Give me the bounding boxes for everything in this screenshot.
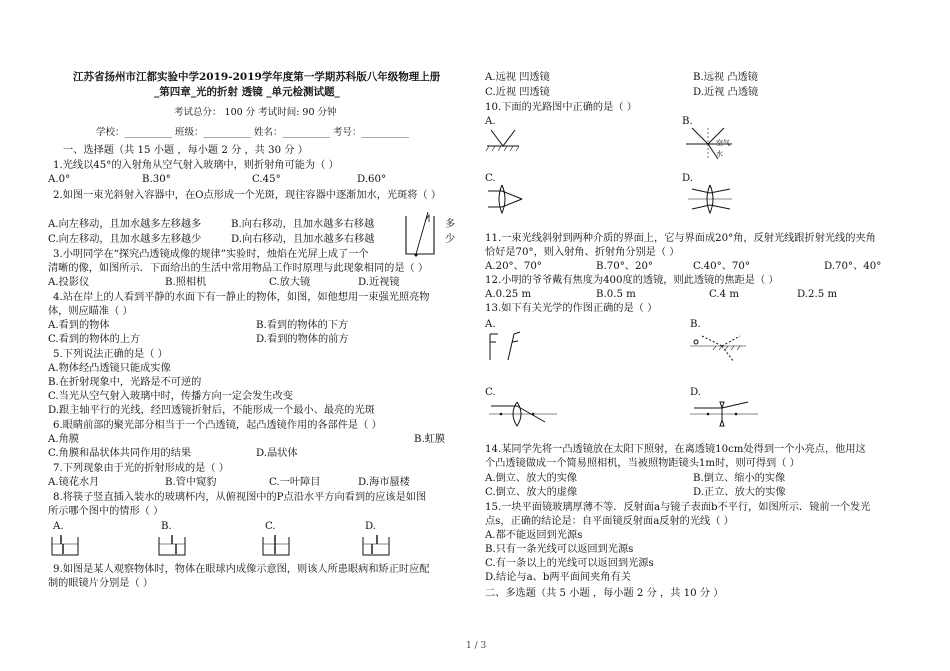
q11-option-b[interactable]: B.70°、20° <box>596 261 654 272</box>
q7-option-d[interactable]: D.海市蜃楼 <box>358 477 410 488</box>
q10-b-label-air: 空气 <box>716 139 730 147</box>
q4-option-d[interactable]: D.看到的物体的前方 <box>256 334 349 345</box>
q6-option-b[interactable]: B.虹膜 <box>414 434 446 445</box>
q14-option-c[interactable]: C.倒立、放大的虚像 <box>485 487 578 498</box>
q2-option-b-cont: 多 <box>445 219 456 230</box>
q12-option-a[interactable]: A.0.25 m <box>485 289 532 300</box>
q5-option-d[interactable]: D.跟主轴平行的光线，经凹透镜折射后，不能形成一个最小、最亮的光斑 <box>48 405 375 416</box>
q4-stem-cont: 体，则应瞄准（ ） <box>48 306 133 317</box>
q5-option-b[interactable]: B.在折射现象中，光路是不可逆的 <box>48 377 202 388</box>
q14-option-b[interactable]: B.倒立、缩小的实像 <box>693 473 786 484</box>
q2-option-b[interactable]: B.向右移动，且加水越多右移越 <box>231 219 375 230</box>
q7-option-a[interactable]: A.镜花水月 <box>48 477 100 488</box>
q14-stem-cont: 个凸透镜做成一个简易照相机，当被照物距镜头1m时，则可得到（ ） <box>485 458 800 469</box>
q3-option-c[interactable]: C.放大镜 <box>269 277 311 288</box>
q2-container-figure <box>401 210 439 258</box>
q10-stem: 10.下面的光路图中正确的是（ ） <box>485 102 637 113</box>
q11-option-d[interactable]: D.70°、40° <box>824 261 882 272</box>
student-fields: 学校：__________ 班级：__________ 姓名：__________ 考号：__________ <box>96 127 410 138</box>
q5-option-c[interactable]: C.当光从空气射入玻璃中时，传播方向一定会发生改变 <box>48 391 293 402</box>
q1-stem: 1.光线以45°的入射角从空气射入玻璃中，则折射角可能为（ ） <box>53 160 339 171</box>
q13-c-figure <box>487 400 559 428</box>
q6-stem: 6.眼睛前部的聚光部分相当于一个凸透镜，起凸透镜作用的各部件是（ ） <box>53 420 382 431</box>
page-number: 1 / 3 <box>466 641 487 651</box>
q13-option-a[interactable]: A. <box>485 319 496 330</box>
q9-stem: 9.如图是某人观察物体时，物体在眼球内成像示意图，则该人所患眼病和矫正时应配 <box>53 564 430 575</box>
q2-stem: 2.如图一束光斜射入容器中，在O点形成一个光斑，现往容器中逐渐加水，光斑将（ ） <box>53 190 442 201</box>
q13-a-figure <box>484 330 524 364</box>
q10-c-figure <box>486 183 528 215</box>
q5-stem: 5.下列说法正确的是（ ） <box>53 349 168 360</box>
q6-option-d[interactable]: D.晶状体 <box>256 448 298 459</box>
q3-option-d[interactable]: D.近视镜 <box>358 277 400 288</box>
section-multi-heading: 二、多选题（共 5 小题 ，每小题 2 分 ，共 10 分 ） <box>485 588 724 599</box>
q13-option-d[interactable]: D. <box>690 387 702 398</box>
q3-option-a[interactable]: A.投影仪 <box>48 277 90 288</box>
q2-option-c[interactable]: C.向左移动，且加水越多左移越少 <box>48 234 202 245</box>
q3-stem: 3.小明同学在“探究凸透镜成像的规律”实验时，烛焰在光屏上成了一个 <box>53 249 369 260</box>
doc-title-line2: _第四章_光的折射 透镜 _单元检测试题_ <box>154 86 340 98</box>
q13-option-c[interactable]: C. <box>485 387 496 398</box>
q10-b-label-water: 水 <box>716 150 723 158</box>
q15-stem-cont: 点s，正确的结论是：自平面镜反射面a反射的光线（ ） <box>485 516 734 527</box>
q14-stem: 14.某同学先将一凸透镜放在太阳下照射，在离透镜10cm处得到一个小亮点，他用这 <box>485 444 866 455</box>
doc-title-line1: 江苏省扬州市江都实验中学2019-2019学年度第一学期苏科版八年级物理上册 <box>73 71 441 83</box>
q2-option-d-cont: 少 <box>445 234 456 245</box>
exam-meta: 考试总分： 100 分 考试时间: 90 分钟 <box>174 107 337 118</box>
q10-option-c[interactable]: C. <box>485 173 496 184</box>
q7-option-b[interactable]: B.管中窥豹 <box>165 477 217 488</box>
q13-stem: 13.如下有关光学的作图正确的是（ ） <box>485 303 658 314</box>
q14-option-a[interactable]: A.倒立、放大的实像 <box>485 473 578 484</box>
q13-option-b[interactable]: B. <box>690 319 701 330</box>
q11-option-a[interactable]: A.20°、70° <box>485 261 542 272</box>
q8-option-c[interactable]: C. <box>265 521 276 532</box>
q7-stem: 7.下列现象由于光的折射形成的是（ ） <box>53 463 229 474</box>
q10-a-figure <box>485 126 521 152</box>
q4-option-a[interactable]: A.看到的物体 <box>48 320 110 331</box>
q10-option-d[interactable]: D. <box>682 173 694 184</box>
q4-option-c[interactable]: C.看到的物体的上方 <box>48 334 141 345</box>
q8-option-a[interactable]: A. <box>53 521 64 532</box>
q7-option-c[interactable]: C.一叶障目 <box>269 477 321 488</box>
q8-glass-b-figure <box>157 535 187 557</box>
q1-option-d[interactable]: D.60° <box>357 174 387 185</box>
q1-option-b[interactable]: B.30° <box>142 174 171 185</box>
q11-stem-cont: 恰好是70°，则入射角、折射角分别是（ ） <box>485 247 680 258</box>
q12-stem: 12.小明的爷爷戴有焦度为400度的透镜，则此透镜的焦距是（ ） <box>485 275 779 286</box>
q15-option-b[interactable]: B.只有一条光线可以返回到光源s <box>485 544 634 555</box>
q9-option-d[interactable]: D.近视 凸透镜 <box>693 87 759 98</box>
q9-option-b[interactable]: B.远视 凸透镜 <box>693 72 758 83</box>
q2-option-d[interactable]: D.向右移动，且加水越多右移越 <box>231 234 375 245</box>
q15-stem: 15.一块平面镜玻璃厚薄不等．反射面a与镜子表面b不平行，如图所示．镜前一个发光 <box>485 502 871 513</box>
q15-option-a[interactable]: A.都不能返回到光源s <box>485 530 583 541</box>
q10-option-a[interactable]: A. <box>485 116 496 127</box>
q6-option-a[interactable]: A.角膜 <box>48 434 79 445</box>
q4-option-b[interactable]: B.看到的物体的下方 <box>256 320 349 331</box>
q13-d-figure <box>688 400 760 428</box>
q3-option-b[interactable]: B.照相机 <box>165 277 207 288</box>
q4-stem: 4.站在岸上的人看到平静的水面下有一静止的物体，如图，如他想用一束强光照亮物 <box>53 292 430 303</box>
q14-option-d[interactable]: D.正立、放大的实像 <box>693 487 786 498</box>
q8-stem-cont: 所示哪个图中的情形（ ） <box>48 506 164 517</box>
section-choice-heading: 一、选择题（共 15 小题 ，每小题 2 分 ，共 30 分 ） <box>63 145 308 156</box>
q8-glass-a-figure <box>50 535 80 557</box>
q13-b-figure <box>688 332 748 366</box>
q8-option-d[interactable]: D. <box>365 521 377 532</box>
q8-stem: 8.将筷子竖直插入装水的玻璃杯内，从俯视图中的P点沿水平方向看到的应该是如图 <box>53 492 427 503</box>
q12-option-c[interactable]: C.4 m <box>709 289 740 300</box>
q11-stem: 11.一束光线斜射到两种介质的界面上，它与界面成20°角，反射光线跟折射光线的夹角 <box>485 233 876 244</box>
q10-option-b[interactable]: B. <box>682 116 693 127</box>
q9-option-a[interactable]: A.远视 凹透镜 <box>485 72 550 83</box>
q2-option-a[interactable]: A.向左移动，且加水越多左移越多 <box>48 219 202 230</box>
q10-d-figure <box>686 183 734 215</box>
q15-option-c[interactable]: C.有一条以上的光线可以返回到光源s <box>485 558 654 569</box>
q8-glass-d-figure <box>361 535 391 557</box>
q8-option-b[interactable]: B. <box>161 521 172 532</box>
q8-glass-c-figure <box>261 535 291 557</box>
q11-option-c[interactable]: C.40°、70° <box>693 261 750 272</box>
q3-stem-cont: 清晰的像，如图所示．下面给出的生活中常用物品工作时原理与此现象相同的是（ ） <box>48 263 429 274</box>
q12-option-d[interactable]: D.2.5 m <box>797 289 838 300</box>
q9-option-c[interactable]: C.近视 凹透镜 <box>485 87 550 98</box>
q9-stem-cont: 制的眼镜片分别是（ ） <box>48 578 154 589</box>
q5-option-a[interactable]: A.物体经凸透镜只能成实像 <box>48 363 171 374</box>
q1-option-a[interactable]: A.0° <box>48 174 71 185</box>
q6-option-c[interactable]: C.角膜和晶状体共同作用的结果 <box>48 448 192 459</box>
q15-option-d[interactable]: D.结论与a、b两平面间夹角有关 <box>485 572 631 583</box>
q12-option-b[interactable]: B.0.5 m <box>596 289 636 300</box>
q1-option-c[interactable]: C.45° <box>252 174 281 185</box>
